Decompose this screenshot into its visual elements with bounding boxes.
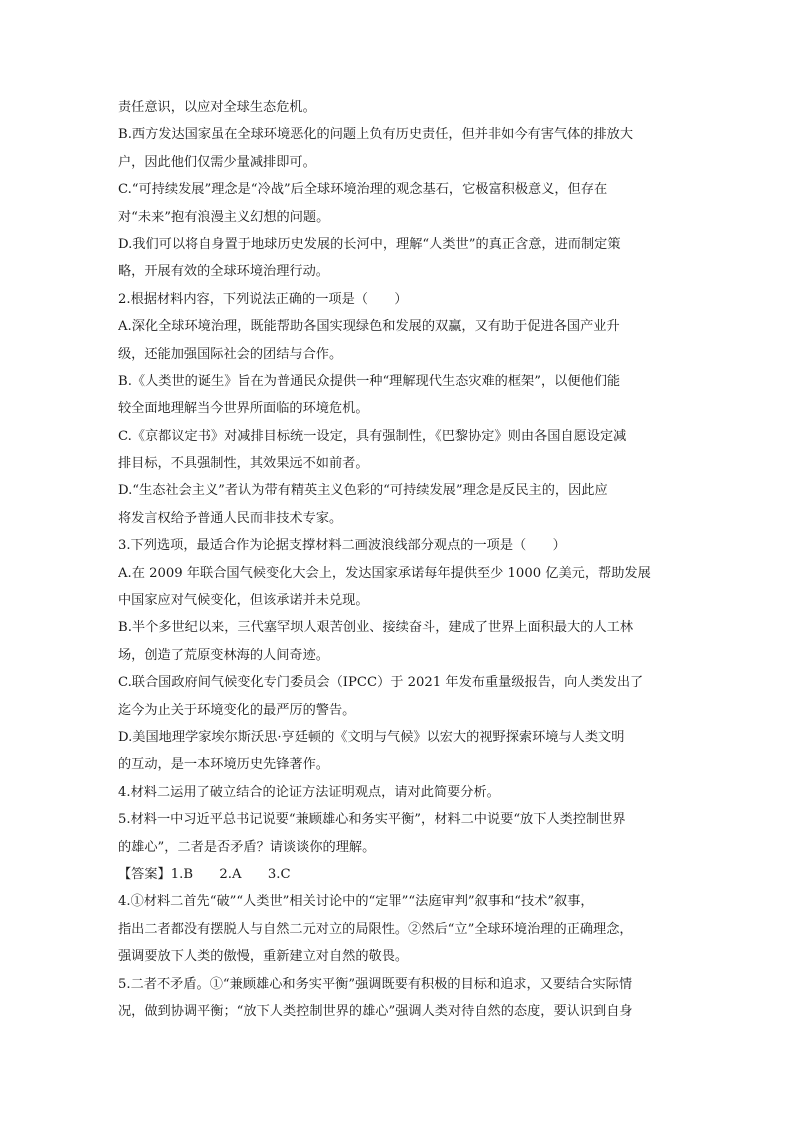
- text-line: 中国家应对气候变化，但该承诺并未兑现。: [118, 593, 369, 609]
- text-line: 况，做到协调平衡；“放下人类控制世界的雄心”强调人类对待自然的态度，要认识到自身: [118, 1003, 633, 1019]
- text-line: 略，开展有效的全球环境治理行动。: [118, 264, 329, 280]
- answer-4-line: 4.①材料二首先“破”“人类世”相关讨论中的“定罪”“法庭审判”叙事和“技术”叙事，: [118, 894, 594, 910]
- text-line: 户，因此他们仅需少量减排即可。: [118, 154, 316, 170]
- question-5: 5.材料一中习近平总书记说要“兼顾雄心和务实平衡”，材料二中说要“放下人类控制世界: [118, 812, 626, 828]
- option-c-line: C.联合国政府间气候变化专门委员会（IPCC）于 2021 年发布重量级报告，向人类发出了: [118, 675, 644, 691]
- text-line: 将发言权给予普通人民而非技术专家。: [118, 510, 343, 526]
- text-line: 较全面地理解当今世界所面临的环境危机。: [118, 401, 369, 417]
- option-a-line: A.深化全球环境治理，既能帮助各国实现绿色和发展的双赢，又有助于促进各国产业升: [118, 319, 620, 335]
- option-b-line: B.《人类世的诞生》旨在为普通民众提供一种“理解现代生态灾难的框架”，以便他们能: [118, 373, 621, 389]
- text-line: 责任意识，以应对全球生态危机。: [118, 100, 316, 115]
- option-d-line: D.“生态社会主义”者认为带有精英主义色彩的“可持续发展”理念是反民主的，因此应: [118, 483, 608, 499]
- answer-key: 【答案】1.B 2.A 3.C: [118, 866, 291, 882]
- text-line: 的互动，是一本环境历史先锋著作。: [118, 757, 329, 773]
- document-page: [118, 94, 684, 1025]
- option-d-line: D.美国地理学家埃尔斯沃思·亨廷顿的《文明与气候》以宏大的视野探索环境与人类文明: [118, 729, 625, 745]
- question-2: 2.根据材料内容，下列说法正确的一项是（ ）: [118, 291, 408, 307]
- answer-5-line: 5.二者不矛盾。①“兼顾雄心和务实平衡”强调既要有积极的目标和追求，又要结合实际情: [118, 976, 632, 992]
- option-d-line: D.我们可以将自身置于地球历史发展的长河中，理解“人类世”的真正含意，进而制定策: [118, 236, 621, 252]
- question-3: 3.下列选项，最适合作为论据支撑材料二画波浪线部分观点的一项是（ ）: [118, 538, 566, 554]
- text-line: 级，还能加强国际社会的团结与合作。: [118, 346, 343, 362]
- option-b-line: B.西方发达国家虽在全球环境恶化的问题上负有历史责任，但并非如今有害气体的排放大: [118, 127, 634, 143]
- text-line: 对“未来”抱有浪漫主义幻想的问题。: [118, 209, 330, 225]
- text-line: 迄今为止关于环境变化的最严厉的警告。: [118, 702, 356, 718]
- option-b-line: B.半个多世纪以来，三代塞罕坝人艰苦创业、接续奋斗，建成了世界上面积最大的人工林: [118, 620, 634, 636]
- text-line: 强调要放下人类的傲慢，重新建立对自然的敬畏。: [118, 949, 409, 965]
- option-c-line: C.《京都议定书》对减排目标统一设定，具有强制性，《巴黎协定》则由各国自愿设定减: [118, 428, 627, 444]
- option-a-line: A.在 2009 年联合国气候变化大会上，发达国家承诺每年提供至少 1000 亿美元，帮助发展: [118, 565, 651, 581]
- text-line: 的雄心”，二者是否矛盾？请谈谈你的理解。: [118, 839, 376, 855]
- text-line: 场，创造了荒原变林海的人间奇迹。: [118, 647, 329, 663]
- question-4: 4.材料二运用了破立结合的论证方法证明观点，请对此简要分析。: [118, 784, 500, 800]
- text-line: 排目标，不具强制性，其效果远不如前者。: [118, 456, 369, 472]
- option-c-line: C.“可持续发展”理念是“冷战”后全球环境治理的观念基石，它极富积极意义，但存在: [118, 182, 608, 198]
- text-line: 指出二者都没有摆脱人与自然二元对立的局限性。②然后“立”全球环境治理的正确理念，: [118, 921, 633, 937]
